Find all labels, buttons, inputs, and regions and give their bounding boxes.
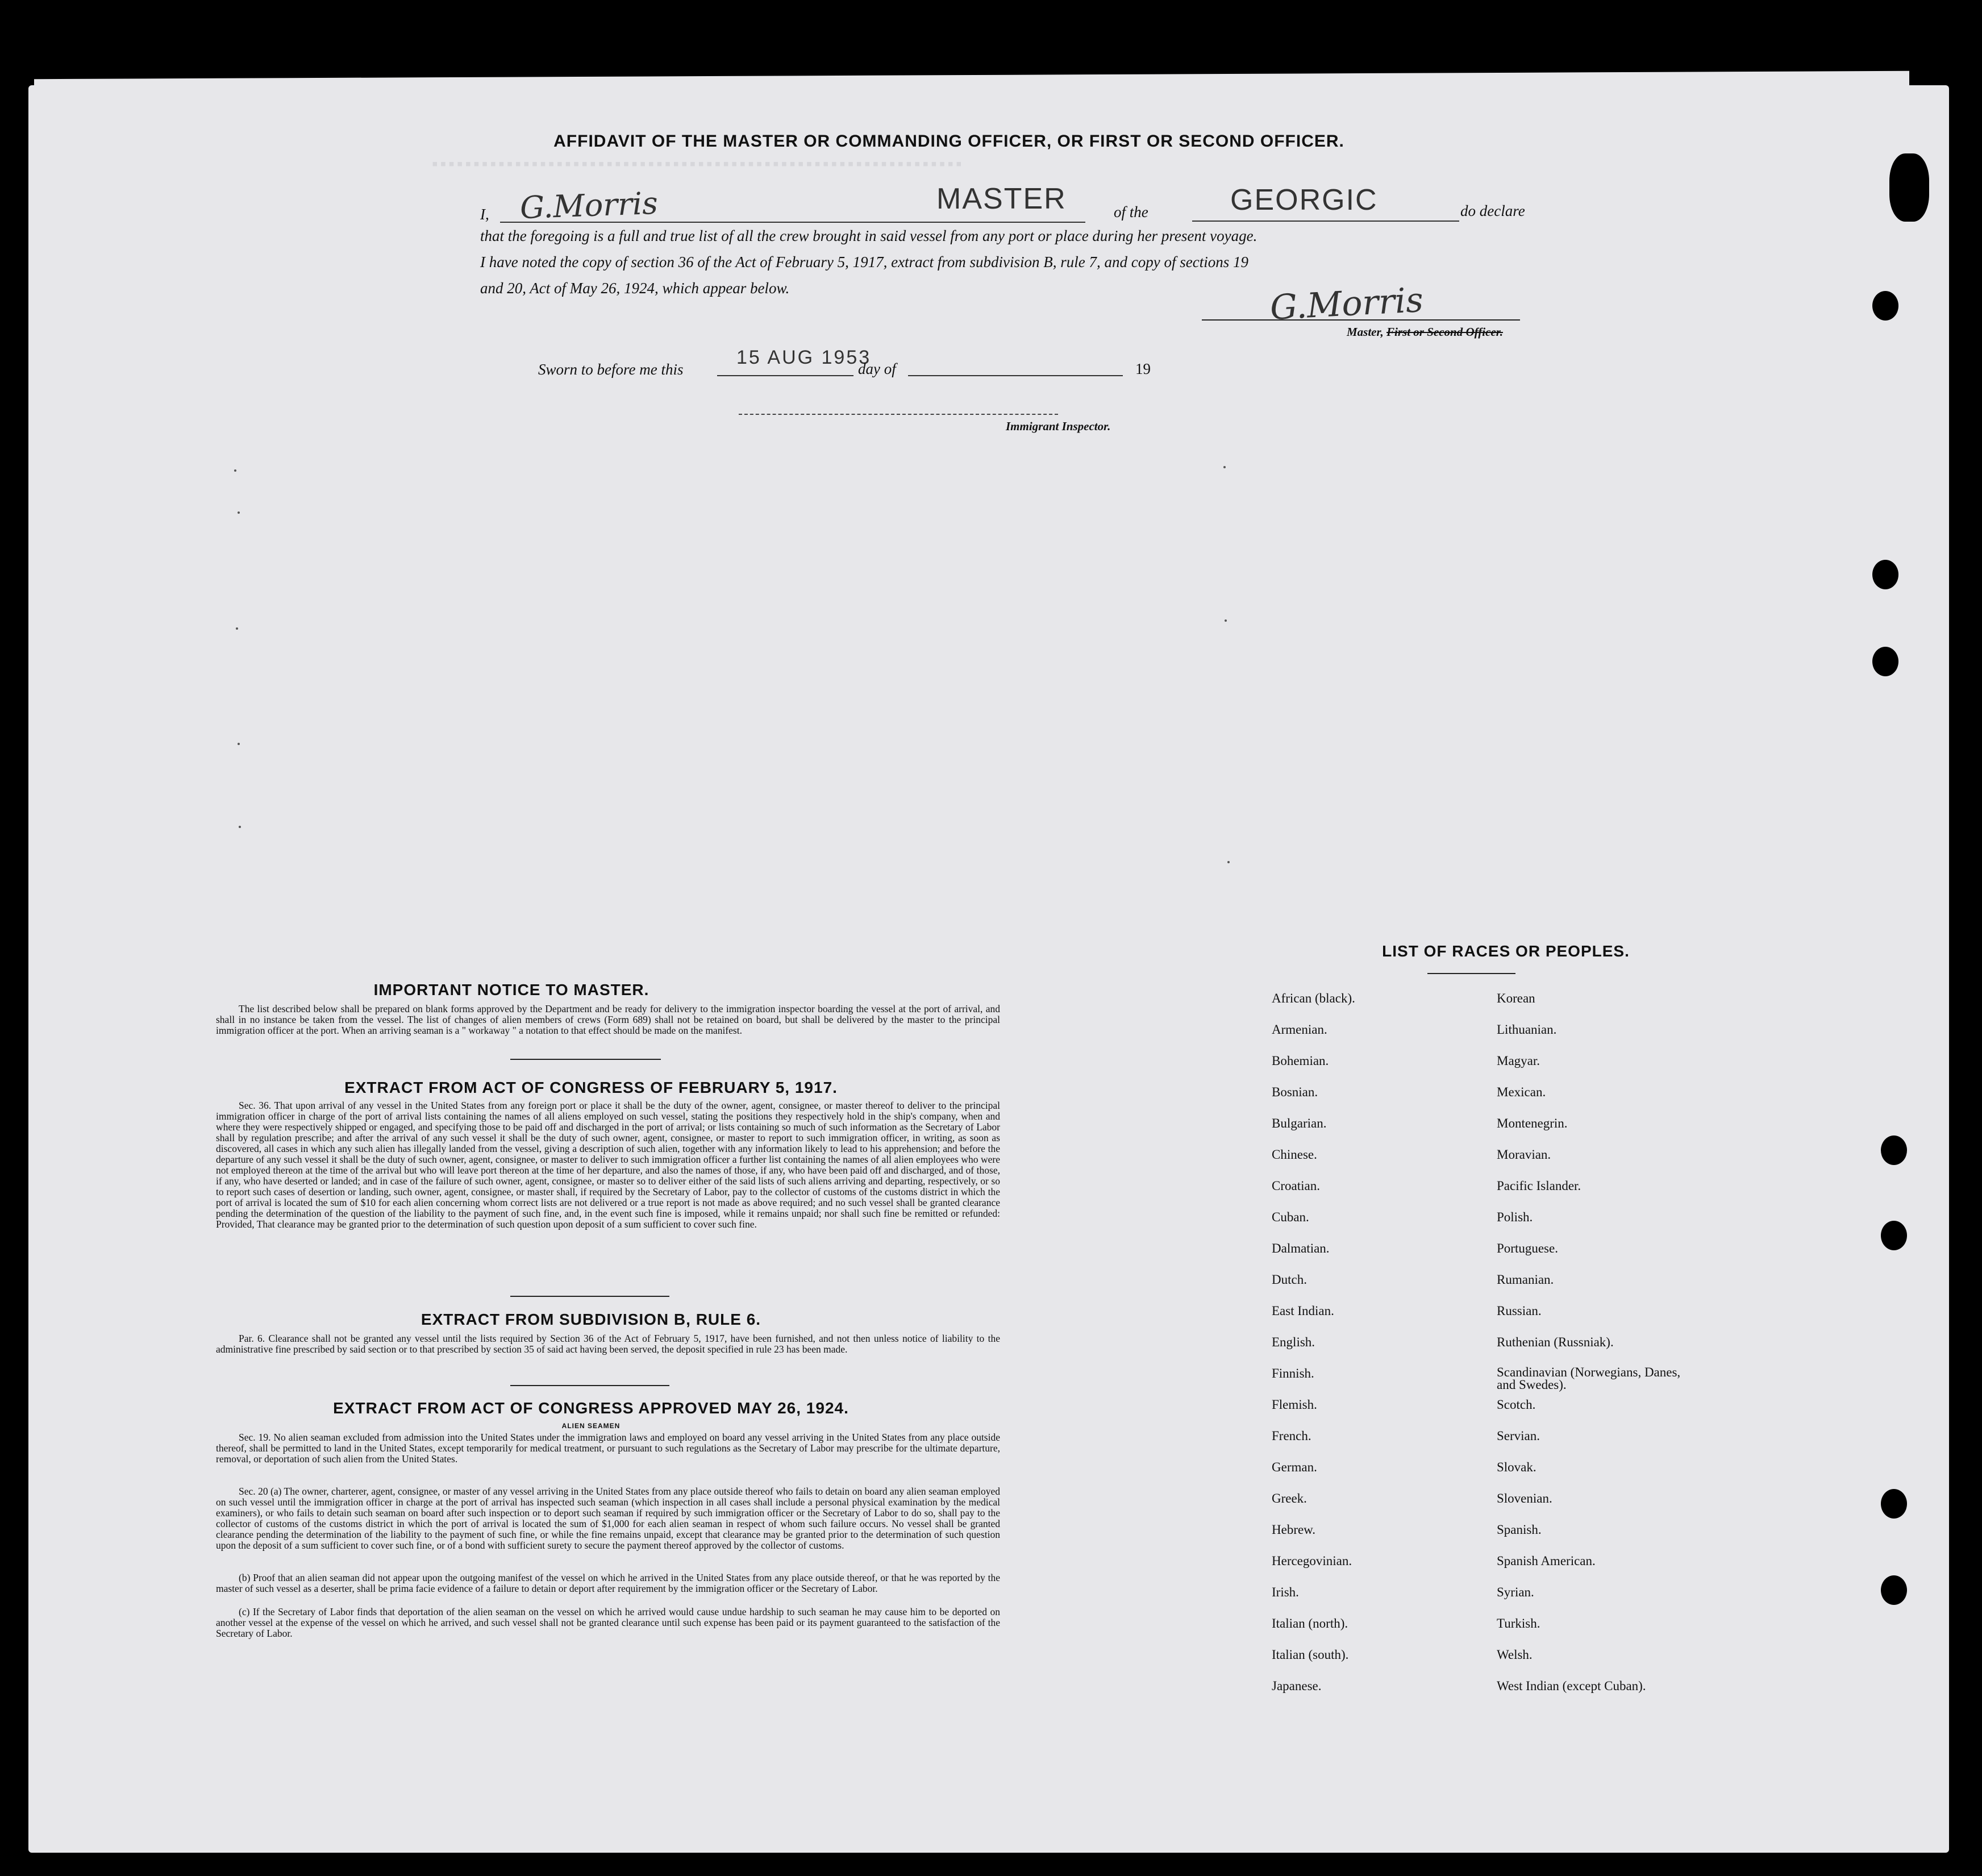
race-item: Armenian. — [1272, 1022, 1327, 1037]
date-stamp: 15 AUG 1953 — [736, 347, 872, 368]
race-item: Polish. — [1497, 1210, 1533, 1224]
races-heading-rule — [1427, 973, 1515, 974]
signature-caption-master: Master, — [1347, 325, 1384, 339]
race-item: Italian (south). — [1272, 1648, 1349, 1662]
signature-caption — [1347, 325, 1503, 339]
race-item: Spanish. — [1497, 1523, 1542, 1537]
race-item: Lithuanian. — [1497, 1022, 1557, 1037]
punch-hole — [1872, 560, 1898, 589]
race-item: Syrian. — [1497, 1585, 1534, 1599]
vessel-name-line — [1192, 221, 1459, 222]
extract-rule6-heading: EXTRACT FROM SUBDIVISION B, RULE 6. — [420, 1311, 761, 1328]
race-item: Bohemian. — [1272, 1054, 1329, 1068]
race-item: Hercegovinian. — [1272, 1554, 1352, 1568]
margin-dot — [234, 469, 236, 472]
inspector-signature-line — [739, 414, 1058, 415]
torn-corner — [1889, 153, 1929, 222]
master-signature-inline: G.Morris — [519, 185, 659, 226]
divider — [510, 1296, 669, 1297]
margin-dot — [239, 826, 241, 828]
declaration-line-2: I have noted the copy of section 36 of the Act of February 5, 1917, extract from subdivision B, rule 7, and copy of sections 19 — [480, 253, 1248, 271]
role-stamp: MASTER — [936, 182, 1067, 215]
race-item: Greek. — [1272, 1491, 1307, 1505]
race-item: African (black). — [1272, 991, 1355, 1005]
races-heading: LIST OF RACES OR PEOPLES. — [1382, 942, 1630, 960]
races-right-column — [1497, 991, 1701, 1710]
extract-1924-sec20a: Sec. 20 (a) The owner, charterer, agent, consignee, or master of any vessel arriving in the United States from any place outside thereof who fails to detain on board any alien seaman employed on such vessel until the immigration officer in charge at the port of arrival has inspected such seaman (which inspection in all cases shall include a personal physical examination by the medical examiners), or who fails to detain such seaman on board after such inspection or to deport such seaman if required by such immigration officer or the Secretary of Labor to do so, shall pay to the collector of customs of the customs district in which the port of arrival is located the sum of $1,000 for each alien seaman in respect of whom such failure occurs. No vessel shall be granted clearance pending the determination of the liability to the payment of such fine, or while the fine remains unpaid, except that clearance may be granted prior to the determination of such question upon the deposit of a sum sufficient to cover such fine, or of a bond with sufficient surety to secure the payment thereof approved by the collector of customs. — [216, 1486, 1000, 1551]
race-item: Italian (north). — [1272, 1616, 1348, 1630]
sworn-date-line — [717, 375, 853, 376]
punch-hole — [1872, 291, 1898, 321]
notice-text: The list described below shall be prepared on blank forms approved by the Department and be ready for delivery to the immigration inspector boarding the vessel at the port of arrival, and shall in no instance be taken from the vessel. The list of changes of alien members of crews (Form 689) shall not be retained on board, but shall be delivered by the master to the principal immigration officer at the port. When an arriving seaman is a " workaway " a notation to that effect should be made on the manifest. — [216, 1003, 1000, 1036]
race-item: Portuguese. — [1497, 1241, 1558, 1255]
race-item: Servian. — [1497, 1429, 1540, 1443]
extract-1924-sec20b: (b) Proof that an alien seaman did not appear upon the outgoing manifest of the vessel on which he arrived in the United States from any place outside thereof, or that he was reported by the master of such vessel as a deserter, shall be prima facie evidence of a failure to detain or deport after requirement by the immigration officer or the Secretary of Labor. — [216, 1572, 1000, 1594]
race-item: Bosnian. — [1272, 1085, 1318, 1099]
race-item: Chinese. — [1272, 1147, 1317, 1162]
extract-1917-text: Sec. 36. That upon arrival of any vessel in the United States from any foreign port or place it shall be the duty of the owner, agent, consignee, or master thereof to deliver to the principal immigration officer in charge of the port of arrival lists containing the names of all aliens employed on such vessel, stating the positions they respectively hold in the ship's company, when and where they were respectively shipped or engaged, and specifying those to be paid off and discharged in the port of arrival; or lists containing so much of such information as the Secretary of Labor shall by regulation prescribe; and after the arrival of any such vessel it shall be the duty of such owner, agent, consignee, or master to report to such immigration officer, in writing, as soon as discovered, all cases in which any such alien has illegally landed from the vessel, giving a description of such alien, together with any information likely to lead to his apprehension; and before the departure of any such vessel it shall be the duty of such owner, agent, consignee, or master to deliver to such immigration officer a further list containing the names of all alien employees who were not employed thereon at the time of the arrival but who will leave port thereon at the time of her departure, and also the names of those, if any, who have been paid off and discharged, and of those, if any, who have deserted or landed; and in case of the failure of such owner, agent, consignee, or master so to deliver either of the said lists of such aliens arriving and departing, respectively, or so to report such cases of desertion or landing, such owner, agent, consignee, or master shall, if required by the Secretary of Labor, pay to the collector of customs of the customs district in which the port of arrival is located the sum of $10 for each alien concerning whom correct lists are not delivered or a true report is not made as above required; and no such vessel shall be granted clearance pending the determination of the question of the liability to the payment of such fine, and, in the event such fine is imposed, while it remains unpaid; nor shall such fine be remitted or refunded: Provided, That clearance may be granted prior to the determination of such question upon deposit of a sum sufficient to cover such fine. — [216, 1100, 1000, 1230]
race-item: Moravian. — [1497, 1147, 1551, 1162]
extract-1924-subheading: ALIEN SEAMEN — [561, 1422, 621, 1430]
notice-heading: IMPORTANT NOTICE TO MASTER. — [373, 981, 649, 999]
race-item: Hebrew. — [1272, 1523, 1316, 1537]
race-item: Croatian. — [1272, 1179, 1320, 1193]
extract-1917-heading: EXTRACT FROM ACT OF CONGRESS OF FEBRUARY 5, 1917. — [344, 1079, 838, 1096]
race-item: Irish. — [1272, 1585, 1299, 1599]
signature-caption-struck: First or Second Officer. — [1386, 325, 1503, 339]
race-item: Finnish. — [1272, 1366, 1314, 1380]
race-item: Korean — [1497, 991, 1535, 1005]
race-item: Slovak. — [1497, 1460, 1537, 1474]
race-item: Ruthenian (Russniak). — [1497, 1335, 1614, 1349]
race-item: German. — [1272, 1460, 1317, 1474]
race-item: French. — [1272, 1429, 1311, 1443]
punch-hole — [1881, 1575, 1907, 1605]
race-item: Cuban. — [1272, 1210, 1309, 1224]
do-declare-label: do declare — [1460, 202, 1525, 219]
punch-hole — [1881, 1489, 1907, 1519]
margin-dot — [236, 627, 238, 630]
race-item: Spanish American. — [1497, 1554, 1596, 1568]
race-item: Rumanian. — [1497, 1272, 1554, 1287]
race-item: Bulgarian. — [1272, 1116, 1327, 1130]
of-the-label: of the — [1114, 203, 1148, 221]
declarant-name-line — [500, 222, 1085, 223]
race-item: West Indian (except Cuban). — [1497, 1679, 1646, 1693]
inspector-caption: Immigrant Inspector. — [1006, 419, 1111, 433]
margin-dot — [1227, 861, 1230, 863]
race-item: Mexican. — [1497, 1085, 1546, 1099]
divider — [510, 1385, 669, 1386]
race-item: Dutch. — [1272, 1272, 1307, 1287]
races-left-column — [1272, 991, 1488, 1710]
declarant-prefix: I, — [480, 206, 489, 223]
margin-dot — [1225, 619, 1227, 622]
race-item: Turkish. — [1497, 1616, 1540, 1630]
margin-dot — [238, 743, 240, 745]
margin-dot — [1223, 466, 1226, 468]
day-of-label: day of — [858, 360, 896, 377]
affidavit-heading: AFFIDAVIT OF THE MASTER OR COMMANDING OFFICER, OR FIRST OR SECOND OFFICER. — [553, 132, 1344, 151]
declaration-line-1: that the foregoing is a full and true list of all the crew brought in said vessel from any port or place during her present voyage. — [480, 227, 1258, 244]
month-line — [908, 375, 1123, 376]
punch-hole — [1872, 647, 1898, 676]
extract-rule6-text: Par. 6. Clearance shall not be granted any vessel until the lists required by Section 36 of the Act of February 5, 1917, have been furnished, and not then unless notice of liability to the administrative fine prescribed by said section or to that prescribed by section 35 of said act having been served, the deposit specified in rule 23 has been made. — [216, 1333, 1000, 1355]
race-item: Scandinavian (Norwegians, Danes, and Swedes). — [1497, 1365, 1681, 1392]
race-item: Pacific Islander. — [1497, 1179, 1581, 1193]
race-item: English. — [1272, 1335, 1315, 1349]
vessel-name-stamp: GEORGIC — [1230, 184, 1378, 217]
race-item: Dalmatian. — [1272, 1241, 1330, 1255]
signature-line — [1202, 319, 1520, 321]
race-item: Russian. — [1497, 1304, 1542, 1318]
race-item: Slovenian. — [1497, 1491, 1552, 1505]
punch-hole — [1881, 1221, 1907, 1250]
year-prefix: 19 — [1135, 360, 1151, 377]
race-item: Welsh. — [1497, 1648, 1533, 1662]
race-item: Montenegrin. — [1497, 1116, 1568, 1130]
race-item: Scotch. — [1497, 1397, 1536, 1412]
sworn-before-label: Sworn to before me this — [538, 361, 684, 378]
race-item: Flemish. — [1272, 1397, 1317, 1412]
race-item: Japanese. — [1272, 1679, 1322, 1693]
race-item: East Indian. — [1272, 1304, 1334, 1318]
extract-1924-sec19: Sec. 19. No alien seaman excluded from admission into the United States under the immigration laws and employed on board any vessel arriving in the United States from any place outside thereof, shall be permitted to land in the United States, except temporarily for medical treatment, or pursuant to such regulations as the Secretary of Labor may prescribe for the ultimate departure, removal, or deportation of such alien from the United States. — [216, 1432, 1000, 1465]
extract-1924-sec20c: (c) If the Secretary of Labor finds that deportation of the alien seaman on the vessel on which he arrived would cause undue hardship to such seaman he may cause him to be deported on another vessel at the expense of the vessel on which he arrived, and such vessel shall not be granted clearance until such expense has been paid or its payment guaranteed to the satisfaction of the Secretary of Labor. — [216, 1606, 1000, 1639]
bleed-through-text: ▪▪▪▪▪▪▪▪▪▪▪▪▪▪▪▪▪▪▪▪▪▪▪▪▪▪▪▪▪▪▪▪▪▪▪▪▪▪▪▪▪▪▪▪▪▪▪▪▪▪▪▪▪▪▪▪▪▪▪▪▪▪▪▪ — [432, 155, 964, 173]
margin-dot — [238, 511, 240, 514]
punch-hole — [1881, 1135, 1907, 1165]
extract-1924-heading: EXTRACT FROM ACT OF CONGRESS APPROVED MAY 26, 1924. — [333, 1399, 849, 1417]
race-item: Magyar. — [1497, 1054, 1540, 1068]
divider — [510, 1059, 661, 1060]
declaration-line-3: and 20, Act of May 26, 1924, which appear below. — [480, 280, 790, 297]
master-signature: G.Morris — [1269, 280, 1425, 328]
